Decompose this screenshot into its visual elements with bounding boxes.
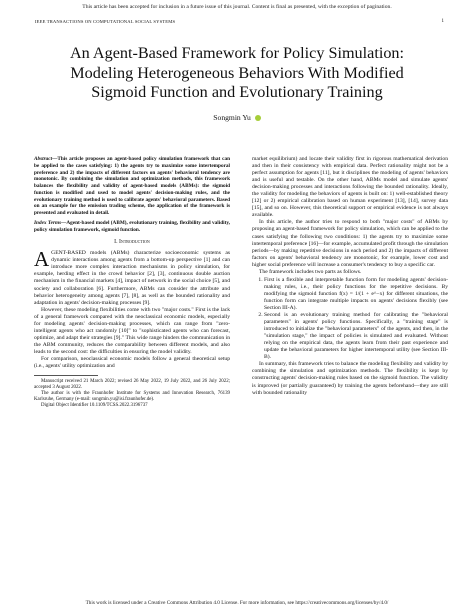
list-item-2: 2. Second is an evolutionary training method for calibrating the "behavioral parameters" in agents' policy functions. Specifically, a "training stage" is introduced to initialize the "behavioral parameters" of the agents, and then, in the "simulation stage," the impact of policies is simulated and evaluated. Without relying on the empirical data, the agents learn from their past experience and update the behavioral parameters for higher intertemporal utility (see Section III-B). bbox=[264, 312, 448, 361]
footnote-affiliation: The author is with the Fraunhofer Institute for Systems and Innovation Research, 76139 Karlsruhe, Germany (e-mail: songmin.yu@isi.fraunhofer.de). bbox=[34, 391, 230, 403]
right-paragraph-3: The framework includes two parts as follows. bbox=[259, 268, 362, 275]
section-heading-introduction: I. Introduction bbox=[114, 239, 150, 246]
index-terms bbox=[34, 220, 230, 234]
title-line-1: An Agent-Based Framework for Policy Simulation: bbox=[69, 44, 405, 62]
abstract bbox=[34, 156, 230, 217]
index-terms-lead: Index Terms bbox=[34, 219, 62, 226]
intro-paragraph-1-text: GENT-BASED models (ABMs) characterize socioeconomic systems as dynamic interactions among agents from a bottom-up perspective [1] and can introduce more complex interaction mechanisms in policy simulation, for example, herding effect in the crowd behavior [2], [3], continuous double auction mechanism in the financial markets [4], impact of network in the social choice [5], and society and collaboration [6]. Furthermore, ABMs can consider the attribute and behavior heterogeneity among agents [7], [8], as well as the bounded rationality and adaptation in agents' decision-making processes [9]. bbox=[34, 250, 230, 306]
right-column bbox=[252, 156, 448, 397]
right-paragraph-1: market equilibrium) and locate their validity first in rigorous mathematical derivation and then in their consistency with empirical data. Perfect rationality might not be a perfect assumption for agents [11], but it disciplines the modeling of agents' behaviors and is useful and testable. On the other hand, ABMs model and simulate agents' decision-making processes and interactions following the bounded rationality. Ideally, the validity for modeling the behaviors of agents is built on: 1) well-established theory [12] or 2) empirical calibration based on human experiment [13], [14], survey data [15], and so on. However, this theoretical support or empirical evidence is not always available. bbox=[252, 156, 448, 219]
drop-cap: A bbox=[34, 247, 50, 272]
paper-title bbox=[20, 44, 454, 103]
journal-header: IEEE TRANSACTIONS ON COMPUTATIONAL SOCIAL SYSTEMS bbox=[35, 19, 176, 24]
left-column bbox=[34, 156, 230, 409]
license-footer: This work is licensed under a Creative Commons Attribution 4.0 License. For more information, see https://creativecommons.org/licenses/by/4.0/ bbox=[85, 600, 389, 606]
intro-paragraph-1 bbox=[34, 247, 230, 306]
footnote-manuscript: Manuscript received 21 March 2022; revised 26 May 2022, 19 July 2022, and 26 July 2022; accepted 3 August 2022. bbox=[34, 379, 230, 391]
intro-paragraph-2: However, these modeling flexibilities come with two "major costs." First is the lack of a general framework compared with the neoclassical economic models, especially for modeling agents' decision-making processes, which can range from "zero-intelligent agents who act randomly [10]" to "sophisticated agents who can forecast, optimize, and adapt their strategies [9]." This wide range hinders the communication in the ABM community, reduces the comparability between different models, and also leads to the second cost: the difficulties in ensuring the model validity. bbox=[34, 306, 230, 355]
orcid-icon[interactable] bbox=[255, 115, 261, 121]
footnote-doi[interactable]: Digital Object Identifier 10.1109/TCSS.2022.3196737 bbox=[41, 403, 148, 409]
index-terms-text: —Agent-based model (ABM), evolutionary training, flexibility and validity, policy simulation framework, sigmoid function. bbox=[34, 219, 230, 233]
author-name: Songmin Yu bbox=[213, 113, 251, 122]
acceptance-banner: This article has been accepted for inclusion in a future issue of this journal. Content is final as presented, with the exception of pagination. bbox=[82, 4, 392, 10]
right-paragraph-2: In this article, the author tries to respond to both "major costs" of ABMs by proposing an agent-based framework for policy simulation, which can be applied to the cases satisfying the following two conditions: 1) the agents try to maximize some intertemporal preference [16]—for example, accumulated profit through the simulation periods—by making repetitive decisions in each period and 2) the impacts of different factors on agents' behavioral tendency are monotonic, for example, lower cost and higher social preference will increase a consumer's tendency to buy a specific car. bbox=[252, 219, 448, 268]
footnote-divider bbox=[34, 375, 98, 376]
page-number: 1 bbox=[441, 19, 444, 24]
intro-paragraph-3: For comparison, neoclassical economic models follow a general theoretical setup (i.e., agents' utility optimization and bbox=[34, 356, 230, 370]
right-paragraph-4: In summary, this framework tries to balance the modeling flexibility and validity by combining the simulation and optimization methods. The flexibility is kept by constructing agents' decision-making rules based on the sigmoid function. The validity is improved (or partially guaranteed) by training the agents beforehand—they are still with bounded rationality bbox=[252, 361, 448, 396]
title-line-2: Modeling Heterogeneous Behaviors With Modified bbox=[70, 63, 404, 82]
abstract-lead: Abstract bbox=[34, 156, 53, 162]
author-line bbox=[0, 113, 474, 122]
list-item-1: 1. First is a flexible and interpretable function form for modeling agents' decision-making rules, i.e., their policy functions for the repetitive decisions. By modifying the sigmoid function f(x) = 1/(1 + e^−x) for different situations, the function form can integrate multiple impacts on agents' decisions flexibly (see Section III-A). bbox=[264, 277, 448, 312]
abstract-text: —This article proposes an agent-based policy simulation framework that can be applied to the cases satisfying: 1) the agents try to maximize some intertemporal preference and 2) the impacts of different factors on agents' behavioral tendency are monotonic. By combining the simulation and optimization methods, this framework balances the flexibility and validity of agent-based models (ABMs): the sigmoid function is modified and used to model agents' decision-making rules, and the evolutionary training method is used to calibrate agents' behavioral parameters. Based on an example for the emission trading scheme, the application of the framework is presented and evaluated in detail. bbox=[34, 156, 230, 216]
title-line-3: Sigmoid Function and Evolutionary Training bbox=[91, 83, 383, 102]
framework-parts-list bbox=[252, 277, 448, 362]
